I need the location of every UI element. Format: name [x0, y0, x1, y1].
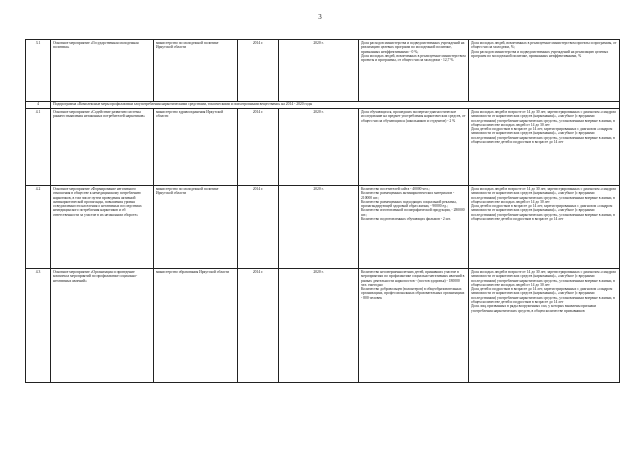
indicator-cell: Доля молодых людей в возрасте от 14 до 30 лет, зарегистрированных с диагнозом «синдром зависимости от наркотических средств (наркомания)», «пагубное (с вредными последствиями) употребление наркотических средств», установленным впервые в жизни, в общем количестве молодых людей от 14 до 30 лет Доля детей и подростков в возрасте до 14 лет, зарегистрированных с диагнозом «синдром зависимости от наркотических средств (наркомания)», «пагубное (с вредными последствиями) употребление наркотических средств», установленным впервые в жизни, в общем количестве детей и подростков в возрасте до 14 лет Доля лиц, призванных в ряды вооруженных сил, у которых выявлены признаки употребления наркотических средств, в общем количестве призывников: [469, 269, 620, 383]
page-number: 3: [318, 13, 322, 21]
end-year-cell: 2020 г.: [279, 269, 359, 383]
indicator-cell: Доля молодых людей в возрасте от 14 до 30 лет, зарегистрированных с диагнозом «синдром зависимости от наркотических средств (наркомания)», «пагубное (с вредными последствиями) употребление наркотических средств», установленным впервые в жизни, в общем количестве молодых людей от 14 до 30 лет Доля детей и подростков в возрасте до 14 лет, зарегистрированных с диагнозом «синдром зависимости от наркотических средств (наркомания)», «пагубное (с вредными последствиями) употребление наркотических средств», установленным впервые в жизни, в общем количестве детей и подростков в возрасте до 14 лет: [469, 186, 620, 269]
subprogram-row: [26, 102, 620, 109]
end-year-cell: 2020 г.: [279, 186, 359, 269]
event-cell: Основное мероприятие «Формирование негативного отношения в обществе к немедицинскому потреблению наркотиков, в том числе путем проведения активной антинаркотической пропаганды, повышения уровня осведомленности населения о негативных последствиях немедицинского потребления наркотиков и об ответственности за участие в их незаконном обороте»: [51, 186, 154, 269]
end-year-cell: 2020 г.: [279, 109, 359, 186]
table-row: [26, 40, 620, 102]
row-number: 4.2: [26, 186, 51, 269]
program-table: [25, 39, 620, 383]
result-cell: Количество несовершеннолетних детей, принявших участие в мероприятиях по профилактике социально-негативных явлений в рамках деятельности наркопостов - (постов здоровья) - 180000 чел. ежегодно Количество добровольцев (волонтеров) в общеобразовательных организациях, профессиональных образовательных организациях - 800 человек: [359, 269, 469, 383]
executor-cell: министерство образования Иркутской области: [154, 269, 238, 383]
start-year-cell: 2014 г.: [238, 40, 279, 102]
row-number: 4.1: [26, 109, 51, 186]
start-year-cell: 2014 г.: [238, 186, 279, 269]
table-row: [26, 109, 620, 186]
row-number: 4: [26, 102, 51, 109]
subprogram-title: Подпрограмма «Комплексные меры профилактики злоупотребления наркотическими средствами, токсическими и психотропными веществами» на 2014 - 2020 годы: [51, 102, 620, 109]
row-number: 4.3: [26, 269, 51, 383]
result-cell: Доля расходов министерства и подведомственных учреждений на реализацию целевых программ по молодежной политике, признанных неэффективными - 0 %; Доля молодых людей, вовлеченных в реализуемые министерством проекты и программы, от общего числа молодежи - 12,7 %: [359, 40, 469, 102]
event-cell: Основное мероприятие «Содействие развитию системы раннего выявления незаконных потребителей наркотиков»: [51, 109, 154, 186]
executor-cell: министерство по молодежной политике Иркутской области: [154, 40, 238, 102]
row-number: 3.1: [26, 40, 51, 102]
end-year-cell: 2020 г.: [279, 40, 359, 102]
indicator-cell: Доля молодых людей в возрасте от 14 до 30 лет, зарегистрированных с диагнозом «синдром зависимости от наркотических средств (наркомания)», «пагубное (с вредными последствиями) употребление наркотических средств», установленным впервые в жизни, в общем количестве молодых людей от 14 до 30 лет Доля детей и подростков в возрасте до 14 лет, зарегистрированных с диагнозом «синдром зависимости от наркотических средств (наркомания)», «пагубное (с вредными последствиями) употребление наркотических средств», установленным впервые в жизни, в общем количестве детей и подростков в возрасте до 14 лет: [469, 109, 620, 186]
table-row: [26, 269, 620, 383]
start-year-cell: 2014 г.: [238, 109, 279, 186]
event-cell: Основное мероприятие «Организация и проведение комплекса мероприятий по профилактике социально-негативных явлений»: [51, 269, 154, 383]
indicator-cell: Доля молодых людей, вовлеченных в реализуемые министерством проекты и программы, от общего числа молодежи, %; Доля расходов министерства и подведомственных учреждений на реализацию целевых программ по молодежной политике, признанных неэффективными, %: [469, 40, 620, 102]
event-cell: Основное мероприятие «Государственная молодежная политика»: [51, 40, 154, 102]
result-cell: Доля обучающихся, прошедших экспертно-диагностическое исследование на предмет употребления наркотических средств, от общего числа обучающихся (школьников и студентов) - 2 %: [359, 109, 469, 186]
executor-cell: министерство по молодежной политике Иркутской области: [154, 186, 238, 269]
start-year-cell: 2014 г.: [238, 269, 279, 383]
result-cell: Количество посетителей сайта - 40000 чел.; Количество размещенных антинаркотических материалов - 210000 шт.; Количество размещенных подходящих социальной рекламы, пропагандирующей здоровый образ жизни, - 90000 ед.; Количество изготовленной полиграфической продукции, - 280000 шт.; Количество подготовленных обучающих фильмов - 2 шт.: [359, 186, 469, 269]
table-row: [26, 186, 620, 269]
executor-cell: министерство здравоохранения Иркутской области: [154, 109, 238, 186]
